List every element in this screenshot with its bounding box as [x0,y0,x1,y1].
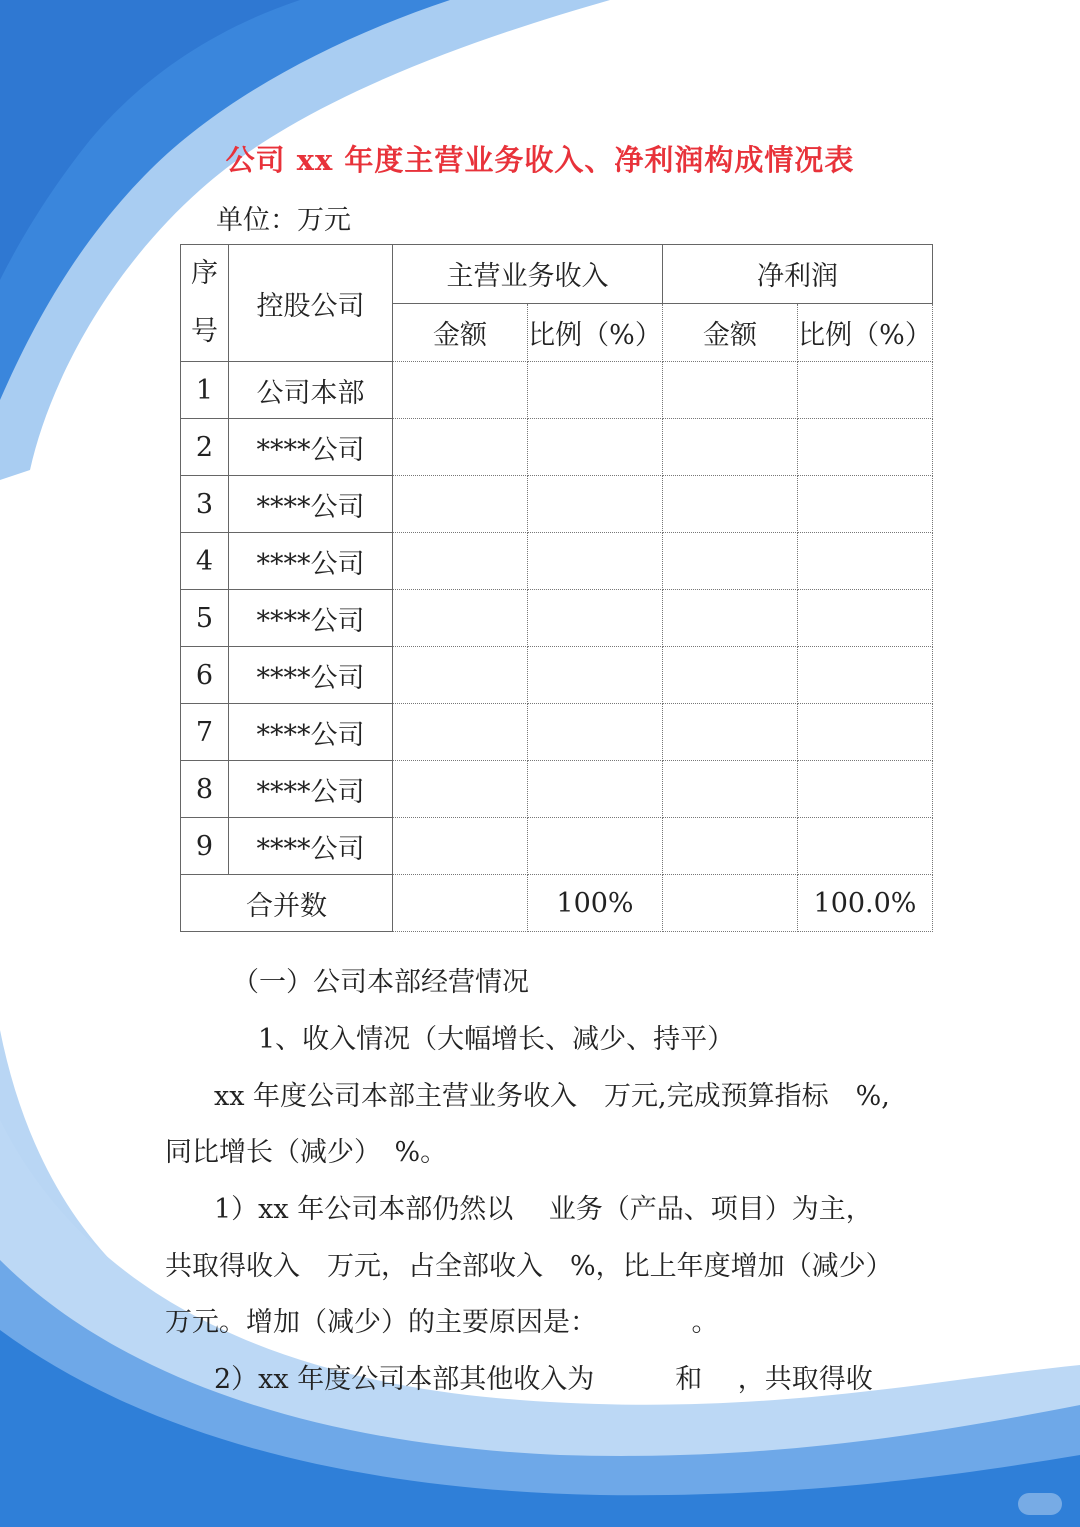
header-profit: 净利润 [663,245,933,304]
cell-profit-ratio [798,419,933,476]
cell-profit-amount [663,818,798,875]
subsection-heading: 1、收入情况（大幅增长、减少、持平） [258,1024,735,1055]
header-profit-ratio: 比例（%） [798,303,933,362]
table-row [181,419,933,476]
cell-revenue-ratio [528,761,663,818]
table-row [181,818,933,875]
section-heading: （一）公司本部经营情况 [232,967,529,998]
cell-revenue-amount [393,761,528,818]
cell-profit-ratio [798,647,933,704]
cell-revenue-ratio [528,647,663,704]
cell-profit-amount [663,647,798,704]
document-title: 公司 xx 年度主营业务收入、净利润构成情况表 [225,143,855,177]
cell-profit-ratio [798,590,933,647]
header-profit-amount: 金额 [663,303,798,362]
cell-profit-ratio [798,818,933,875]
table-row [181,704,933,761]
cell-revenue-ratio [528,704,663,761]
table-total-row [181,875,933,932]
paragraph-1-line-2: 同比增长（减少） %。 [165,1137,448,1168]
cell-revenue-ratio [528,476,663,533]
unit-label: 单位：万元 [216,205,351,236]
cell-profit-amount [663,761,798,818]
cell-revenue-amount [393,476,528,533]
row-seq: 7 [181,704,229,761]
cell-revenue-ratio [528,362,663,419]
watermark-badge [1018,1493,1062,1515]
cell-revenue-amount [393,647,528,704]
row-seq: 6 [181,647,229,704]
row-company: ****公司 [229,419,393,476]
cell-profit-amount [663,362,798,419]
table-header-row [181,245,933,304]
row-company: ****公司 [229,476,393,533]
row-seq: 2 [181,419,229,476]
row-company: ****公司 [229,818,393,875]
cell-revenue-ratio [528,818,663,875]
paragraph-2-line-1: 1）xx 年公司本部仍然以 业务（产品、项目）为主， [214,1194,873,1225]
cell-profit-ratio [798,761,933,818]
total-revenue-amount [393,875,528,932]
table-row [181,533,933,590]
header-revenue-ratio: 比例（%） [528,303,663,362]
row-company: ****公司 [229,704,393,761]
cell-profit-ratio [798,533,933,590]
cell-profit-ratio [798,362,933,419]
paragraph-1-line-1: xx 年度公司本部主营业务收入 万元,完成预算指标 %, [214,1081,890,1112]
row-seq: 8 [181,761,229,818]
total-label: 合并数 [181,875,393,932]
row-company: ****公司 [229,647,393,704]
cell-revenue-ratio [528,590,663,647]
cell-profit-amount [663,476,798,533]
total-profit-amount [663,875,798,932]
row-company: ****公司 [229,533,393,590]
cell-revenue-amount [393,590,528,647]
cell-profit-ratio [798,476,933,533]
cell-revenue-amount [393,419,528,476]
table-row [181,362,933,419]
header-revenue-amount: 金额 [393,303,528,362]
cell-profit-amount [663,533,798,590]
cell-profit-amount [663,590,798,647]
table-row [181,590,933,647]
row-company: 公司本部 [229,362,393,419]
table-row [181,476,933,533]
header-seq-label: 序号 [191,258,218,347]
header-seq [181,245,229,362]
total-profit-ratio: 100.0% [798,875,933,932]
row-company: ****公司 [229,590,393,647]
row-seq: 4 [181,533,229,590]
cell-revenue-ratio [528,533,663,590]
table-row [181,647,933,704]
row-seq: 1 [181,362,229,419]
paragraph-2-line-3: 万元。增加（减少）的主要原因是： 。 [165,1307,719,1338]
cell-revenue-amount [393,362,528,419]
table-row [181,761,933,818]
paragraph-3-line-1: 2）xx 年度公司本部其他收入为 和 ，共取得收 [214,1364,873,1395]
cell-revenue-amount [393,818,528,875]
row-company: ****公司 [229,761,393,818]
header-company: 控股公司 [229,245,393,362]
report-table [180,244,933,932]
cell-profit-ratio [798,704,933,761]
cell-profit-amount [663,419,798,476]
total-revenue-ratio: 100% [528,875,663,932]
row-seq: 9 [181,818,229,875]
paragraph-2-line-2: 共取得收入 万元，占全部收入 %，比上年度增加（减少） [165,1251,893,1282]
cell-revenue-ratio [528,419,663,476]
row-seq: 5 [181,590,229,647]
row-seq: 3 [181,476,229,533]
cell-profit-amount [663,704,798,761]
header-revenue: 主营业务收入 [393,245,663,304]
cell-revenue-amount [393,704,528,761]
cell-revenue-amount [393,533,528,590]
